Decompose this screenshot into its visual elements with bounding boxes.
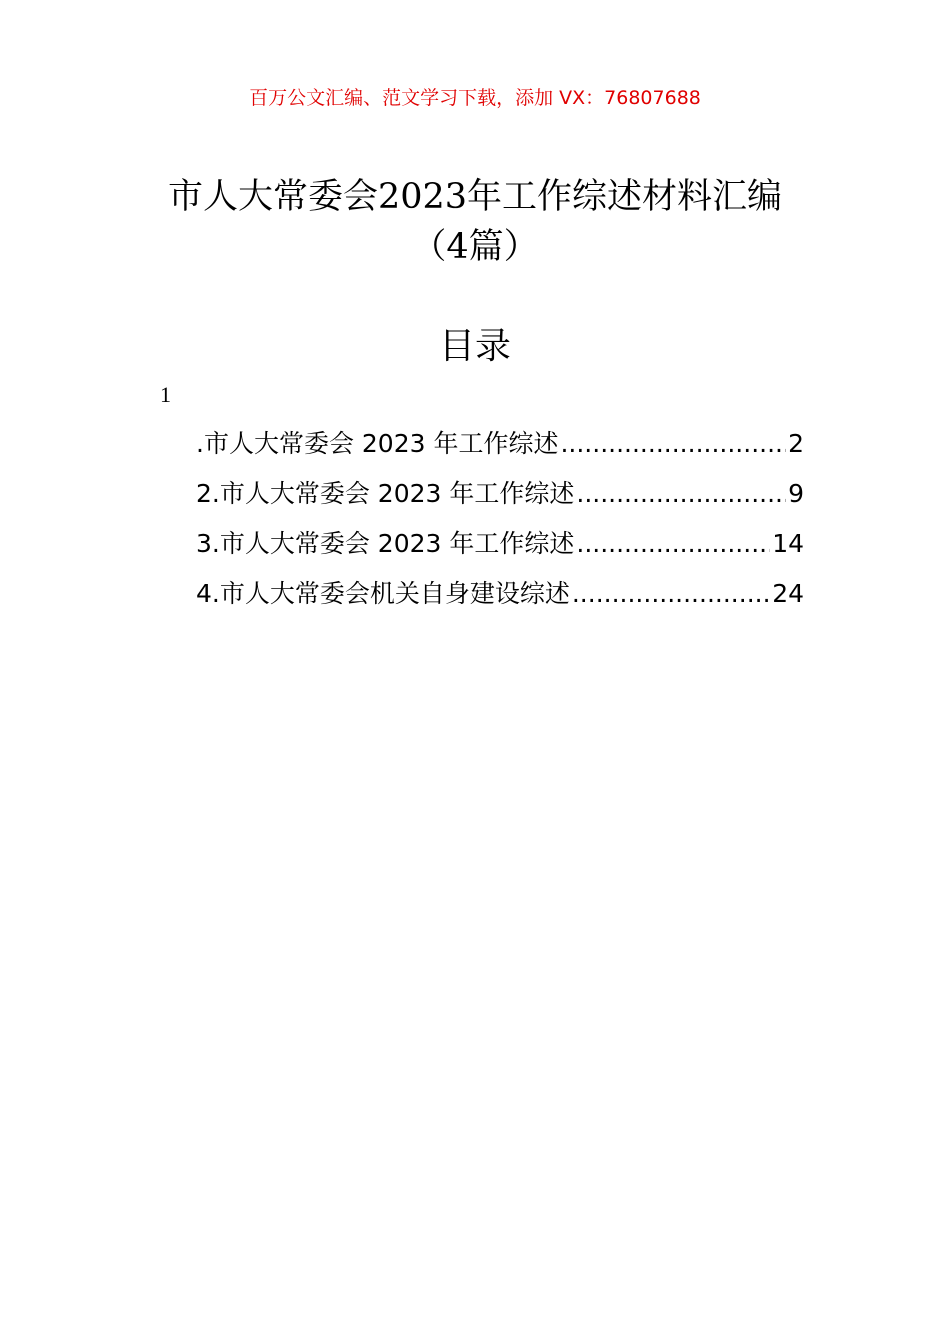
toc-entry-page: 2 <box>788 429 804 458</box>
toc-entry-page: 24 <box>772 579 804 608</box>
toc-entry-label: 4.市人大常委会机关自身建设综述 <box>196 579 570 608</box>
toc-entry-label: 3.市人大常委会 2023 年工作综述 <box>196 529 575 558</box>
toc-dot-leader <box>560 424 786 464</box>
subtitle-close: 篇） <box>468 227 539 267</box>
document-title <box>0 172 950 222</box>
title-suffix: 年工作综述材料汇编 <box>467 177 783 217</box>
toc-entry-page: 9 <box>788 479 804 508</box>
toc-entry-label: 2.市人大常委会 2023 年工作综述 <box>196 479 575 508</box>
toc-entry[interactable] <box>196 424 804 474</box>
toc-entry[interactable] <box>196 474 804 524</box>
title-prefix: 市人大常委会 <box>167 177 378 217</box>
toc-dot-leader <box>572 574 770 614</box>
toc-entry-label: .市人大常委会 2023 年工作综述 <box>196 429 559 458</box>
subtitle-open: （ <box>411 227 447 267</box>
toc-dot-leader <box>576 474 786 514</box>
document-subtitle <box>0 222 950 272</box>
header-watermark-note: 百万公文汇编、范文学习下载，添加 VX：76807688 <box>249 87 701 109</box>
toc-dot-leader <box>576 524 770 564</box>
toc-entry-page: 14 <box>772 529 804 558</box>
toc-list <box>196 424 804 624</box>
subtitle-count: 4 <box>446 227 469 267</box>
title-year: 2023 <box>377 177 468 217</box>
toc-entry[interactable] <box>196 524 804 574</box>
toc-stray-number: 1 <box>160 382 171 407</box>
toc-entry[interactable] <box>196 574 804 624</box>
toc-heading: 目录 <box>438 326 511 367</box>
